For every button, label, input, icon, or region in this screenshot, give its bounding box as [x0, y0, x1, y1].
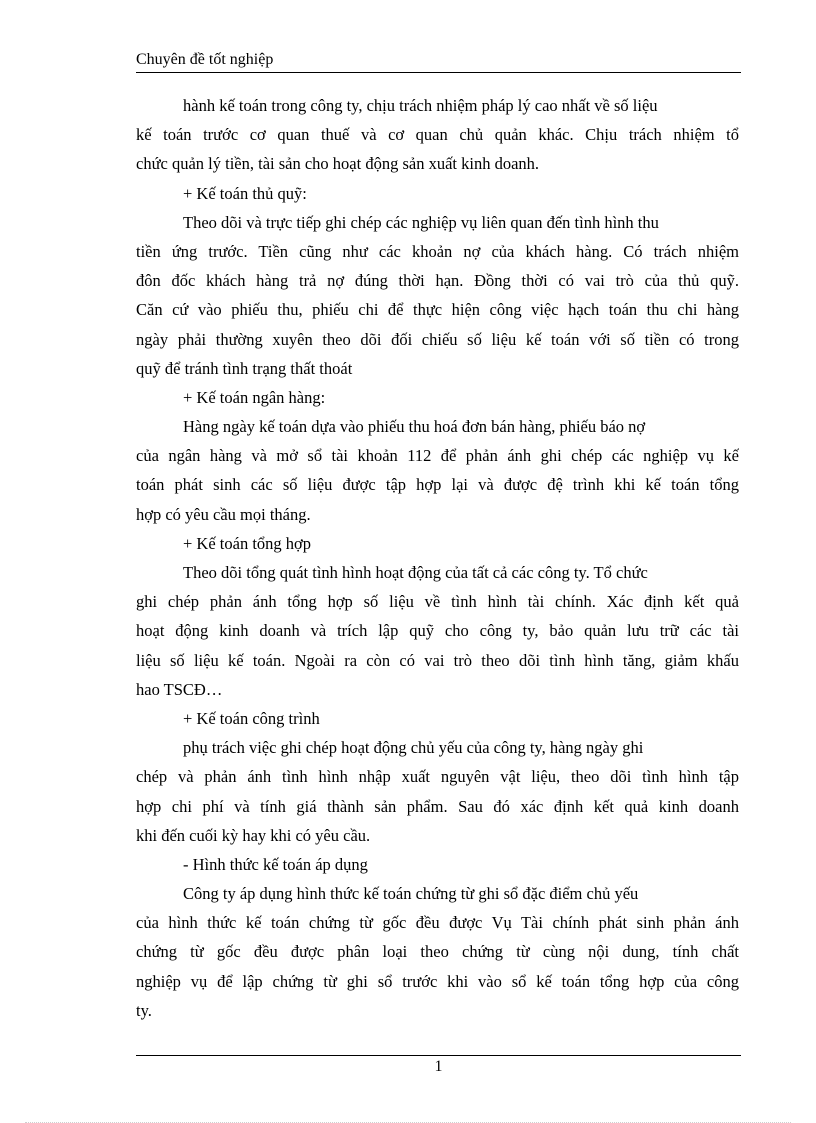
section-heading: + Kế toán ngân hàng:: [183, 387, 326, 407]
text-line: hợp chi phí và tính giá thành sản phẩm. Sau đó xác định kết quả kinh doanh: [136, 796, 739, 816]
text-line: ngày phải thường xuyên theo dõi đối chiếu số liệu kế toán với số tiền có trong: [136, 329, 739, 349]
text-line: khi đến cuối kỳ hay khi có yêu cầu.: [136, 825, 371, 845]
text-line: hành kế toán trong công ty, chịu trách nhiệm pháp lý cao nhất về số liệu: [183, 96, 658, 115]
text-line: Căn cứ vào phiếu thu, phiếu chi để thực hiện công việc hạch toán thu chi hàng: [136, 300, 739, 320]
text-line: Công ty áp dụng hình thức kế toán chứng từ ghi sổ đặc điểm chủ yếu: [183, 884, 639, 904]
text-line: Hàng ngày kế toán dựa vào phiếu thu hoá đơn bán hàng, phiếu báo nợ: [183, 417, 646, 437]
body-text: [136, 91, 739, 1025]
section-heading: + Kế toán thủ quỹ:: [183, 183, 307, 203]
text-line: toán phát sinh các số liệu được tập hợp lại và được đệ trình khi kế toán tổng: [136, 475, 739, 495]
text-line: hợp có yêu cầu mọi tháng.: [136, 504, 311, 524]
text-line: quỹ để tránh tình trạng thất thoát: [136, 358, 353, 378]
text-line: hao TSCĐ…: [136, 679, 223, 699]
text-line: chức quản lý tiền, tài sản cho hoạt động sản xuất kinh doanh.: [136, 154, 540, 174]
section-heading: + Kế toán tổng hợp: [183, 533, 312, 553]
text-line: chép và phản ánh tình hình nhập xuất nguyên vật liệu, theo dõi tình hình tập: [136, 767, 739, 787]
text-line: liệu số liệu kế toán. Ngoài ra còn có vai trò theo dõi tình hình tăng, giảm khấu: [136, 650, 739, 670]
text-line: của ngân hàng và mở sổ tài khoản 112 để phản ánh ghi chép các nghiệp vụ kế: [136, 446, 739, 466]
footer-rule: [136, 1055, 741, 1056]
text-line: ghi chép phản ánh tổng hợp số liệu về tình hình tài chính. Xác định kết quả: [136, 592, 739, 612]
page-number: 1: [434, 1058, 443, 1075]
text-line: phụ trách việc ghi chép hoạt động chủ yếu của công ty, hàng ngày ghi: [183, 738, 644, 758]
text-line: ty.: [136, 1000, 152, 1020]
page-header: [136, 50, 741, 73]
text-line: chứng từ gốc đều được phân loại theo chứng từ cùng nội dung, tính chất: [136, 942, 739, 962]
section-heading: - Hình thức kế toán áp dụng: [183, 854, 368, 874]
text-line: Theo dõi và trực tiếp ghi chép các nghiệp vụ liên quan đến tình hình thu: [183, 212, 659, 232]
text-line: Theo dõi tổng quát tình hình hoạt động của tất cả các công ty. Tổ chức: [183, 563, 648, 582]
header-title: Chuyên đề tốt nghiệp: [136, 51, 274, 68]
text-line: kế toán trước cơ quan thuế và cơ quan chủ quản khác. Chịu trách nhiệm tổ: [136, 125, 739, 145]
text-line: đôn đốc khách hàng trả nợ đúng thời hạn. Đồng thời có vai trò của thủ quỹ.: [136, 271, 739, 291]
text-line: hoạt động kinh doanh và trích lập quỹ cho công ty, bảo quản lưu trữ các tài: [136, 621, 739, 641]
text-line: tiền ứng trước. Tiền cũng như các khoản nợ của khách hàng. Có trách nhiệm: [136, 241, 739, 261]
text-line: của hình thức kế toán chứng từ gốc đều được Vụ Tài chính phát sinh phản ánh: [136, 913, 739, 933]
section-heading: + Kế toán công trình: [183, 708, 320, 728]
text-line: nghiệp vụ để lập chứng từ ghi sổ trước khi vào sổ kế toán tổng hợp của công: [136, 971, 739, 991]
